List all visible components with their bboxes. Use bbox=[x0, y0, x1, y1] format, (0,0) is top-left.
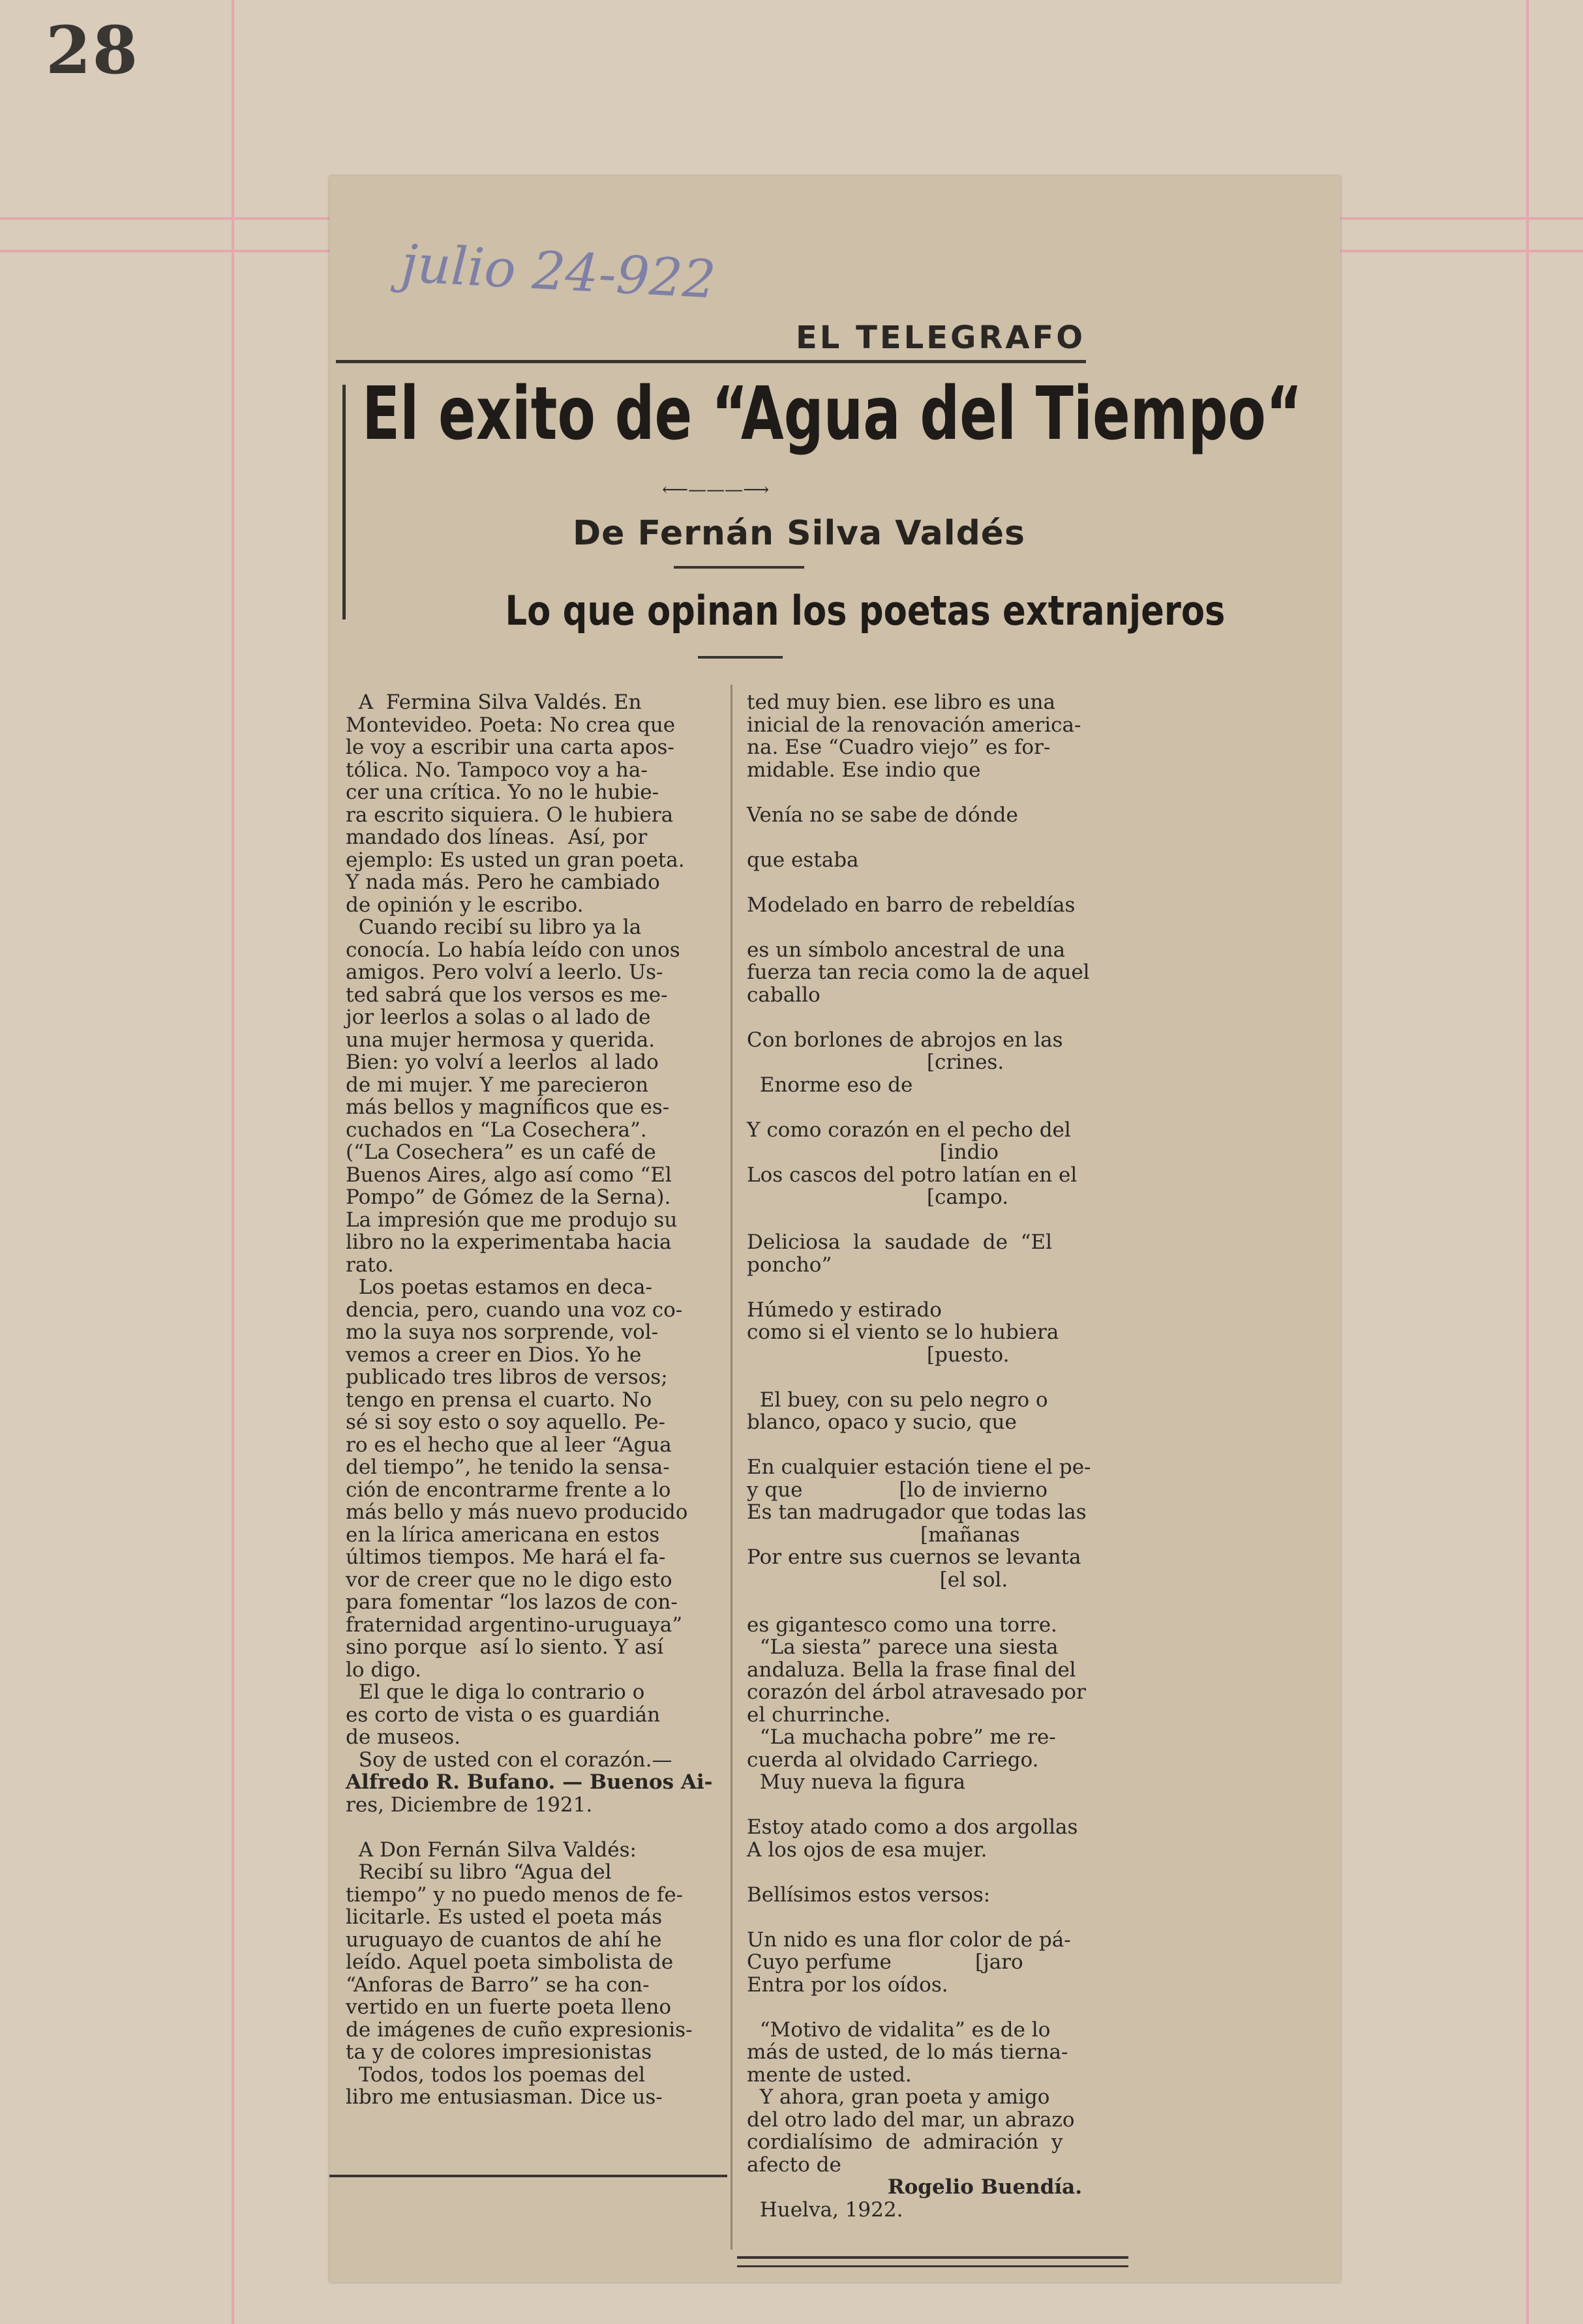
text-line bbox=[747, 1434, 1334, 1457]
text-line: de mi mujer. Y me parecieron bbox=[346, 1073, 649, 1097]
text-line: ro es el hecho que al leer “Agua bbox=[346, 1433, 672, 1457]
text-line: publicado tres libros de versos; bbox=[346, 1365, 668, 1389]
header-rule bbox=[336, 360, 1086, 363]
text-line: Pompo” de Gómez de la Serna). bbox=[346, 1185, 671, 1209]
text-line: es gigantesco como una torre. bbox=[747, 1613, 1057, 1637]
text-line: Y ahora, gran poeta y amigo bbox=[747, 2085, 1050, 2109]
text-line: cer una crítica. Yo no le hubie- bbox=[346, 781, 659, 804]
text-line: tengo en prensa el cuarto. No bbox=[346, 1388, 652, 1412]
text-line: una mujer hermosa y querida. bbox=[346, 1028, 656, 1052]
text-line: [indio bbox=[747, 1140, 999, 1164]
headline: El exito de “Agua del Tiempo“ bbox=[362, 372, 1303, 456]
text-line: licitarle. Es usted el poeta más bbox=[346, 1905, 663, 1929]
text-line: mandado dos líneas. Así, por bbox=[346, 826, 648, 849]
text-line: cordialísimo de admiración y bbox=[747, 2130, 1063, 2154]
text-line bbox=[747, 1996, 1334, 2019]
album-page-margin-line bbox=[1526, 0, 1529, 2324]
text-line: Huelva, 1922. bbox=[747, 2197, 903, 2222]
text-line: uruguayo de cuantos de ahí he bbox=[346, 1928, 662, 1952]
text-line bbox=[747, 1366, 1334, 1389]
text-line: Bellísimos estos versos: bbox=[747, 1883, 991, 1907]
text-line: caballo bbox=[747, 983, 821, 1007]
subhead: Lo que opinan los poetas extranjeros bbox=[505, 587, 1226, 634]
text-line: res, Diciembre de 1921. bbox=[346, 1793, 593, 1817]
text-line: tiempo” y no puedo menos de fe- bbox=[346, 1883, 684, 1907]
text-line: amigos. Pero volví a leerlo. Us- bbox=[346, 961, 663, 984]
text-line: Enorme eso de bbox=[747, 1073, 913, 1097]
text-line: tólica. No. Tampoco voy a ha- bbox=[346, 758, 648, 782]
text-line bbox=[747, 1861, 1334, 1884]
text-line: es un símbolo ancestral de una bbox=[747, 938, 1066, 962]
text-line: [campo. bbox=[747, 1185, 1009, 1209]
text-line: el churrinche. bbox=[747, 1703, 891, 1727]
text-line: inicial de la renovación america- bbox=[747, 713, 1081, 737]
text-line: Un nido es una flor color de pá- bbox=[747, 1928, 1071, 1952]
text-line: Montevideo. Poeta: No crea que bbox=[346, 713, 676, 737]
subhead-rule bbox=[698, 656, 783, 659]
column-divider bbox=[731, 685, 732, 2250]
text-line: más bello y más nuevo producido bbox=[346, 1500, 688, 1524]
text-line: El buey, con su pelo negro o bbox=[747, 1388, 1048, 1412]
text-line bbox=[747, 1906, 1334, 1929]
text-line bbox=[346, 1816, 724, 1839]
text-line bbox=[747, 871, 1334, 894]
text-line: “La siesta” parece una siesta bbox=[747, 1635, 1059, 1659]
bottom-rule bbox=[737, 2256, 1128, 2259]
text-line: Buenos Aires, algo así como “El bbox=[346, 1163, 672, 1187]
text-line: es corto de vista o es guardián bbox=[346, 1703, 661, 1727]
text-line: El que le diga lo contrario o bbox=[346, 1680, 645, 1704]
text-line bbox=[747, 916, 1334, 939]
text-line: leído. Aquel poeta simbolista de bbox=[346, 1950, 674, 1974]
text-line: Muy nueva la figura bbox=[747, 1770, 965, 1794]
text-line bbox=[747, 1276, 1334, 1299]
text-line: [mañanas bbox=[747, 1523, 1020, 1547]
text-line: La impresión que me produjo su bbox=[346, 1208, 678, 1232]
text-line: A Don Fernán Silva Valdés: bbox=[346, 1838, 637, 1862]
text-line: cuerda al olvidado Carriego. bbox=[747, 1748, 1039, 1772]
bottom-rule bbox=[329, 2175, 727, 2177]
text-line: Deliciosa la saudade de “El bbox=[747, 1230, 1053, 1254]
text-line: Modelado en barro de rebeldías bbox=[747, 893, 1076, 917]
text-line: “Motivo de vidalita” es de lo bbox=[747, 2018, 1051, 2042]
text-line: [el sol. bbox=[747, 1568, 1008, 1592]
text-line: en la lírica americana en estos bbox=[346, 1523, 660, 1547]
text-line: “La muchacha pobre” me re- bbox=[747, 1725, 1056, 1749]
text-line: que estaba bbox=[747, 848, 859, 872]
text-line: libro me entusiasman. Dice us- bbox=[346, 2085, 663, 2109]
page-number: 28 bbox=[46, 12, 140, 89]
text-line: Recibí su libro “Agua del bbox=[346, 1860, 612, 1884]
text-line bbox=[747, 1794, 1334, 1817]
text-line: Los poetas estamos en deca- bbox=[346, 1275, 652, 1299]
text-line: sino porque así lo siento. Y así bbox=[346, 1635, 664, 1659]
text-line: fraternidad argentino-uruguaya” bbox=[346, 1613, 683, 1637]
text-line bbox=[747, 826, 1334, 849]
text-line: Cuyo perfume [jaro bbox=[747, 1950, 1023, 1974]
text-line: cuchados en “La Cosechera”. bbox=[346, 1118, 647, 1142]
text-line: midable. Ese indio que bbox=[747, 758, 981, 782]
text-line: y que [lo de invierno bbox=[747, 1478, 1048, 1502]
text-line: mo la suya nos sorprende, vol- bbox=[346, 1320, 659, 1344]
text-line: blanco, opaco y sucio, que bbox=[747, 1410, 1017, 1434]
text-line: corazón del árbol atravesado por bbox=[747, 1680, 1086, 1704]
decorative-dash: ⟵———⟶ bbox=[662, 479, 770, 500]
text-line: lo digo. bbox=[346, 1658, 422, 1682]
text-line: fuerza tan recia como la de aquel bbox=[747, 961, 1090, 984]
text-line: más de usted, de lo más tierna- bbox=[747, 2040, 1068, 2064]
text-line: Todos, todos los poemas del bbox=[346, 2063, 646, 2087]
text-line: de imágenes de cuño expresionis- bbox=[346, 2018, 693, 2042]
text-line: Y nada más. Pero he cambiado bbox=[346, 871, 660, 894]
text-line: del tiempo”, he tenido la sensa- bbox=[346, 1455, 670, 1479]
text-line: poncho” bbox=[747, 1253, 832, 1277]
text-line: rato. bbox=[346, 1253, 394, 1277]
album-page-margin-line bbox=[232, 0, 234, 2324]
text-line: libro no la experimentaba hacia bbox=[346, 1230, 672, 1254]
text-line bbox=[747, 1591, 1334, 1614]
text-line: vemos a creer en Dios. Yo he bbox=[346, 1343, 642, 1367]
text-line: ción de encontrarme frente a lo bbox=[346, 1478, 671, 1502]
text-line: ted muy bien. ese libro es una bbox=[747, 691, 1055, 714]
byline-rule bbox=[674, 566, 804, 569]
text-line: vertido en un fuerte poeta lleno bbox=[346, 1995, 672, 2019]
text-line: Bien: yo volví a leerlos al lado bbox=[346, 1050, 659, 1074]
text-line: Con borlones de abrojos en las bbox=[747, 1028, 1063, 1052]
handwritten-date: julio 24-922 bbox=[399, 233, 717, 310]
text-line: A Fermina Silva Valdés. En bbox=[346, 691, 642, 714]
text-line: dencia, pero, cuando una voz co- bbox=[346, 1298, 683, 1322]
text-line bbox=[747, 1209, 1334, 1232]
text-line: [puesto. bbox=[747, 1343, 1010, 1367]
text-line: na. Ese “Cuadro viejo” es for- bbox=[747, 736, 1051, 759]
text-line: ra escrito siquiera. O le hubiera bbox=[346, 803, 674, 827]
newspaper-name: EL TELEGRAFO bbox=[796, 320, 1086, 356]
text-line: más bellos y magníficos que es- bbox=[346, 1095, 670, 1119]
text-line bbox=[747, 1096, 1334, 1119]
text-line: como si el viento se lo hubiera bbox=[747, 1320, 1059, 1344]
text-line: sé si soy esto o soy aquello. Pe- bbox=[346, 1410, 665, 1434]
text-line: Venía no se sabe de dónde bbox=[747, 803, 1018, 827]
text-line: para fomentar “los lazos de con- bbox=[346, 1590, 678, 1614]
text-line: últimos tiempos. Me hará el fa- bbox=[346, 1545, 666, 1569]
text-line: Es tan madrugador que todas las bbox=[747, 1500, 1087, 1524]
text-line: le voy a escribir una carta apos- bbox=[346, 736, 674, 759]
text-line: afecto de bbox=[747, 2153, 841, 2177]
text-line: Alfredo R. Bufano. — Buenos Ai- bbox=[346, 1770, 713, 1794]
left-column bbox=[346, 691, 724, 2109]
text-line: ta y de colores impresionistas bbox=[346, 2040, 652, 2064]
text-line: En cualquier estación tiene el pe- bbox=[747, 1455, 1091, 1479]
text-line: “Anforas de Barro” se ha con- bbox=[346, 1973, 650, 1997]
text-line: A los ojos de esa mujer. bbox=[747, 1838, 987, 1862]
text-line: Estoy atado como a dos argollas bbox=[747, 1815, 1078, 1839]
text-line: mente de usted. bbox=[747, 2063, 912, 2087]
text-line: (“La Cosechera” es un café de bbox=[346, 1140, 656, 1164]
text-line: conocía. Lo había leído con unos bbox=[346, 938, 680, 962]
text-line: Entra por los oídos. bbox=[747, 1973, 948, 1997]
text-line: jor leerlos a solas o al lado de bbox=[346, 1006, 651, 1029]
text-line: de opinión y le escribo. bbox=[346, 893, 584, 917]
right-column bbox=[747, 691, 1334, 2221]
text-line: del otro lado del mar, un abrazo bbox=[747, 2108, 1075, 2132]
text-line bbox=[747, 1006, 1334, 1029]
text-line bbox=[747, 781, 1334, 804]
text-line: Soy de usted con el corazón.— bbox=[346, 1748, 672, 1772]
bottom-rule bbox=[737, 2265, 1128, 2267]
header-side-rule bbox=[342, 385, 346, 619]
text-line: [crines. bbox=[747, 1050, 1004, 1074]
text-line: Cuando recibí su libro ya la bbox=[346, 916, 642, 939]
text-line: de museos. bbox=[346, 1725, 461, 1749]
text-line: vor de creer que no le digo esto bbox=[346, 1568, 672, 1592]
text-line: ted sabrá que los versos es me- bbox=[346, 983, 668, 1007]
text-line: Los cascos del potro latían en el bbox=[747, 1163, 1078, 1187]
newspaper-clipping bbox=[329, 176, 1340, 2282]
text-line: Húmedo y estirado bbox=[747, 1298, 942, 1322]
text-line: andaluza. Bella la frase final del bbox=[747, 1658, 1076, 1682]
text-line: Y como corazón en el pecho del bbox=[747, 1118, 1071, 1142]
text-line: Rogelio Buendía. bbox=[747, 2175, 1083, 2199]
text-line: Por entre sus cuernos se levanta bbox=[747, 1545, 1081, 1569]
byline: De Fernán Silva Valdés bbox=[572, 514, 1026, 553]
text-line: ejemplo: Es usted un gran poeta. bbox=[346, 848, 685, 872]
